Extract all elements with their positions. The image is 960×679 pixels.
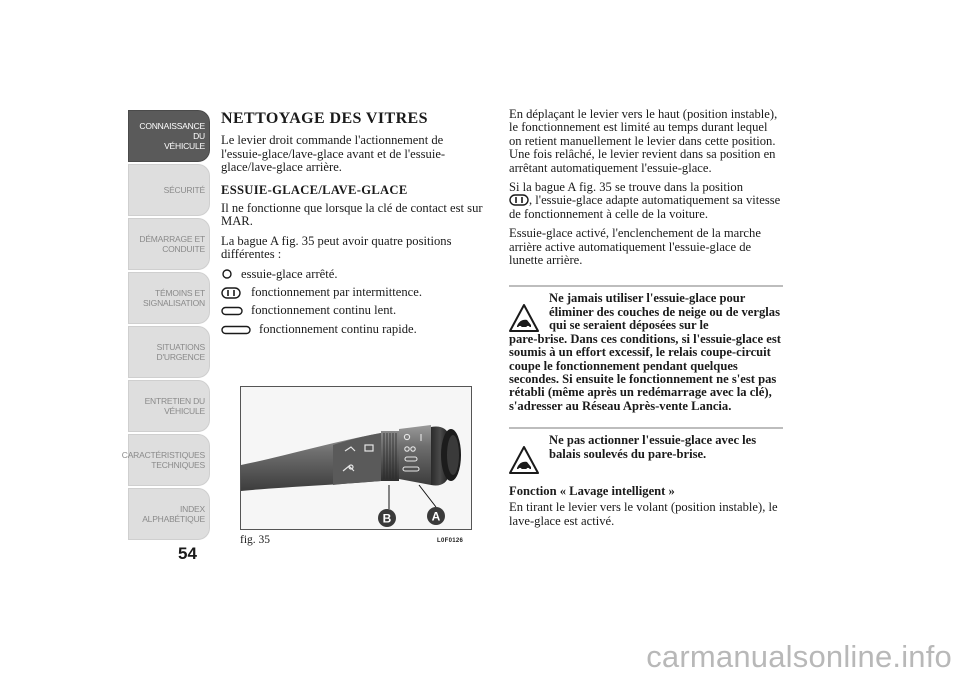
tab-situations-d-urgence[interactable]: SITUATIONS D'URGENCE <box>128 326 210 378</box>
left-column <box>221 112 483 341</box>
wiper-intermittent-icon <box>221 287 251 299</box>
figure-wiper-lever <box>240 386 472 530</box>
intro-paragraph: Le levier droit commande l'actionnement de l'essuie-glace/lave-glace avant et de l'essuie-glace/lave-glace arrière. <box>221 133 446 175</box>
position-item-off: essuie-glace arrêté. <box>221 268 483 281</box>
tab-index-alphabetique[interactable]: INDEX ALPHABÉTIQUE <box>128 488 210 540</box>
tab-temoins-et-signalisation[interactable]: TÉMOINS ET SIGNALISATION <box>128 272 210 324</box>
paragraph-mar: Il ne fonctionne que lorsque la clé de contact est sur MAR. <box>221 201 483 229</box>
tab-caracteristiques-techniques[interactable]: CARACTÉRISTIQUES TECHNIQUES <box>128 434 210 486</box>
position-item-slow: fonctionnement continu lent. <box>221 304 483 317</box>
warning-raised-blades: Ne pas actionner l'essuie-glace avec les balais soulevés du pare-brise. <box>509 427 783 475</box>
label-b: B <box>382 511 392 526</box>
page-number: 54 <box>178 544 197 563</box>
warning-triangle-icon <box>509 303 539 333</box>
position-item-intermittent: fonctionnement par intermittence. <box>221 286 483 299</box>
label-a: A <box>431 509 441 524</box>
figure-code: L0F0126 <box>437 538 464 544</box>
tab-securite[interactable]: SÉCURITÉ <box>128 164 210 216</box>
paragraph-positions: La bague A fig. 35 peut avoir quatre positions différentes : <box>221 233 452 262</box>
right-column <box>509 108 783 534</box>
wiper-fast-icon <box>221 325 259 335</box>
tab-entretien-du-vehicule[interactable]: ENTRETIEN DU VÉHICULE <box>128 380 210 432</box>
wiper-lever-illustration <box>241 387 471 529</box>
warning-triangle-icon <box>509 445 539 475</box>
warning-snow-ice: Ne jamais utiliser l'essuie-glace pour éliminer des couches de neige ou de verglas qui se seraient déposées sur le pare-brise. Dans ces conditions, si l'essuie-glace est soumis à un effort excessif, le relais coupe-circuit coupe le fonctionnement pendant quelques secondes. Si ensuite le fonctionnement ne s'est pas rétabli (même après un redémarrage avec la clé), s'adresser au Réseau Après-vente Lancia. <box>509 285 783 413</box>
paragraph-reverse-gear: Essuie-glace activé, l'enclenchement de la marche arrière active automatiquement l'essuie-glace de lunette arrière. <box>509 226 761 268</box>
paragraph-unstable-position: En déplaçant le levier vers le haut (position instable), le fonctionnement est limité au temps durant lequel on retient manuellement le levier dans cette position. Une fois relâché, le levier revient dans sa position en arrêtant automatiquement l'essuie-glace. <box>509 107 778 175</box>
paragraph-smart-wash: En tirant le levier vers le volant (position instable), le lave-glace est activé. <box>509 500 778 528</box>
wiper-intermittent-icon-inline <box>509 194 529 206</box>
section-title: NETTOYAGE DES VITRES <box>221 110 428 127</box>
paragraph-speed-adapt: Si la bague A fig. 35 se trouve dans la position , l'essuie-glace adapte automatiquement sa vitesse de fonctionnement à celle de la voiture. <box>509 180 781 221</box>
wiper-off-icon <box>221 268 241 280</box>
figure-caption: fig. 35 <box>240 534 271 546</box>
tab-connaissance-du-vehicule[interactable]: CONNAISSANCE DU VÉHICULE <box>128 110 210 162</box>
position-item-fast: fonctionnement continu rapide. <box>221 323 483 336</box>
smart-wash-title: Fonction « Lavage intelligent » <box>509 483 675 498</box>
tab-demarrage-et-conduite[interactable]: DÉMARRAGE ET CONDUITE <box>128 218 210 270</box>
subsection-title: ESSUIE-GLACE/LAVE-GLACE <box>221 182 408 197</box>
wiper-slow-icon <box>221 306 251 316</box>
watermark: carmanualsonline.info <box>646 639 952 674</box>
